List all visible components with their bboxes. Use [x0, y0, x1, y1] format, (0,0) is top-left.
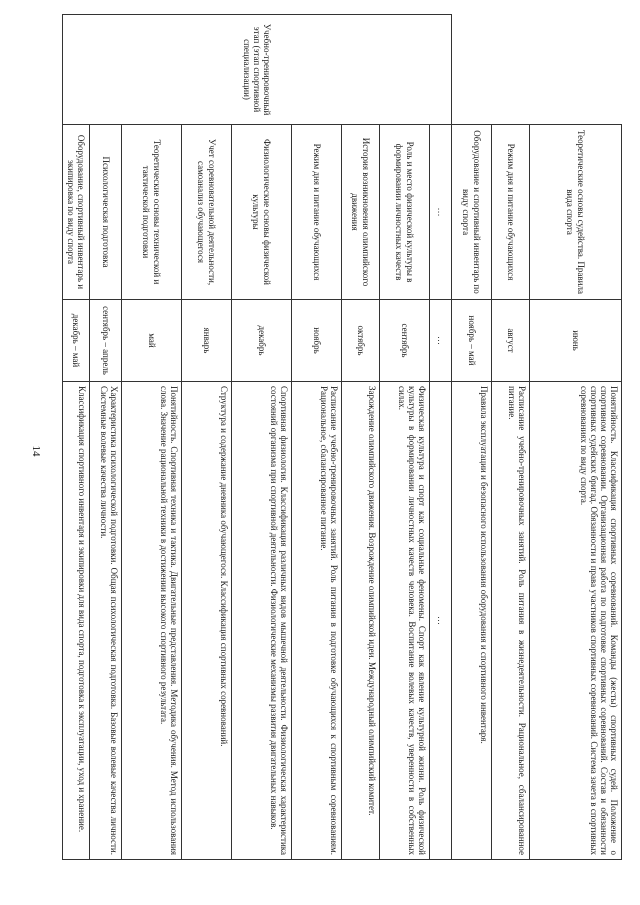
period-cell-empty [530, 15, 622, 125]
table-row [380, 15, 430, 860]
topic-cell: Психологическая подготовка [90, 125, 122, 300]
month-cell: сентябрь [380, 300, 430, 382]
topic-cell: Режим дня и питание обучающихся [292, 125, 342, 300]
topic-cell: Физиологические основы физической культуры [232, 125, 292, 300]
topic-cell: Теоретические основы технической и тактической подготовки [122, 125, 182, 300]
content-cell: Понятийность. Классификация спортивных соревнований. Команды (жесты) спортивных судей. Положение о спортивном соревновании. Организационная работа по подготовке спортивных соревнований. Состав и обязанности спортивных судейских бригад. Обязанности и права участников спортивных соревнований. Система зачета в спортивных соревнованиях по виду спорта. [530, 382, 622, 860]
period-cell-empty [452, 15, 492, 125]
content-cell: Понятийность. Спортивная техника и тактика. Двигательные представления. Методика обучения. Метод использования слова. Значение рациональной техники в достижении высокого спортивного результата. [122, 382, 182, 860]
table-row [90, 15, 122, 860]
content-cell: Расписание учебно-тренировочных занятий. Роль питания в жизнедеятельности. Рациональное, сбалансированное питание. [492, 382, 530, 860]
month-cell: ноябрь [292, 300, 342, 382]
month-cell: декабрь – май [63, 300, 90, 382]
table-row [122, 15, 182, 860]
month-cell: декабрь [232, 300, 292, 382]
topic-cell: Теоретические основы судейства. Правила вида спорта [530, 125, 622, 300]
table-row [342, 15, 380, 860]
content-cell: Зарождение олимпийского движения. Возрождение олимпийской идеи. Международный олимпийский комитет. [342, 382, 380, 860]
content-cell: Физическая культура и спорт как социальные феномены. Спорт как явление культурной жизни. Роль физической культуры в формировании личностных качеств человека. Воспитание волевых качеств, уверенности в собственных силах. [380, 382, 430, 860]
topic-cell: Оборудование и спортивный инвентарь по виду спорта [452, 125, 492, 300]
topic-cell: Оборудование, спортивный инвентарь и экипировка по виду спорта [63, 125, 90, 300]
ellipsis-cell: … [430, 300, 452, 382]
table-row [452, 15, 492, 860]
ellipsis-cell: … [430, 382, 452, 860]
program-table [62, 14, 622, 860]
rotated-page [62, 14, 622, 859]
content-cell: Структура и содержание дневника обучающегося. Классификация спортивных соревнований. [182, 382, 232, 860]
topic-cell: Режим дня и питание обучающихся [492, 125, 530, 300]
month-cell: август [492, 300, 530, 382]
content-cell: Спортивная физиология. Классификация различных видов мышечной деятельности. Физиологическая характеристика состояний организма при спортивной деятельности. Физиологические механизмы развития двигательных навыков. [232, 382, 292, 860]
content-cell: Расписание учебно-тренировочных занятий. Роль питания в подготовке обучающихся к спортивным соревнованиям. Рациональное, сбалансированное питание. [292, 382, 342, 860]
month-cell: сентябрь – апрель [90, 300, 122, 382]
table-row [292, 15, 342, 860]
month-cell: май [122, 300, 182, 382]
table-row [530, 15, 622, 860]
page-number: 14 [30, 445, 42, 457]
month-cell: октябрь [342, 300, 380, 382]
topic-cell: Учет соревновательной деятельности, самоанализ обучающегося [182, 125, 232, 300]
month-cell: ноябрь – май [452, 300, 492, 382]
content-cell: Классификация спортивного инвентаря и экипировки для вида спорта, подготовка к эксплуатации, уход и хранение. [63, 382, 90, 860]
topic-cell: История возникновения олимпийского движения [342, 125, 380, 300]
month-cell: январь [182, 300, 232, 382]
content-cell: Правила эксплуатации и безопасного использования оборудования и спортивного инвентаря. [452, 382, 492, 860]
ellipsis-cell: … [430, 125, 452, 300]
period-cell-empty [492, 15, 530, 125]
table-row [492, 15, 530, 860]
month-cell: июнь [530, 300, 622, 382]
table-row [232, 15, 292, 860]
table-row [430, 15, 452, 860]
table-row [182, 15, 232, 860]
table-row [63, 15, 90, 860]
stage-label: Учебно-тренировочный этап (этап спортивной специализации) [63, 15, 452, 125]
content-cell: Характеристика психологической подготовки. Общая психологическая подготовка. Базовые волевые качества личности. Системные волевые качества личности. [90, 382, 122, 860]
topic-cell: Роль и место физической культуры в формировании личностных качеств [380, 125, 430, 300]
